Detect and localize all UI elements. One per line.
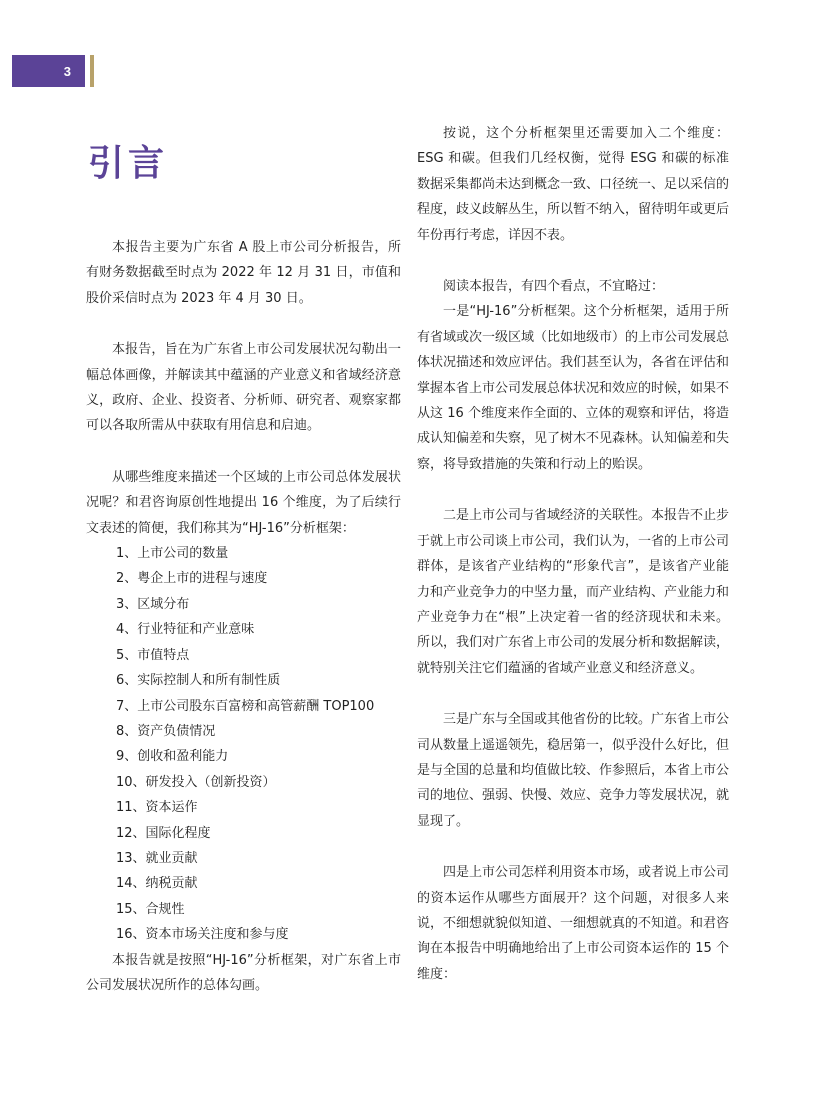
dimension-item: 9、创收和盈利能力 bbox=[116, 749, 229, 765]
intro-paragraph-4: 本报告就是按照“HJ-16”分析框架，对广东省上市公司发展状况所作的总体勾画。 bbox=[86, 952, 401, 993]
right-column bbox=[417, 121, 729, 987]
dimension-item: 7、上市公司股东百富榜和高管薪酬 TOP100 bbox=[116, 698, 375, 714]
left-column bbox=[86, 235, 401, 998]
body-paragraph-highlight-2: 二是上市公司与省域经济的关联性。本报告不止步于就上市公司谈上市公司，我们认为，一省的上市公司群体，是该省产业结构的“形象代言”，是该省产业能力和产业竞争力的中坚力量，而产业结构、产业能力和产业竞争力在“根”上决定着一省的经济现状和未来。所以，我们对广东省上市公司的发展分析和数据解读，就特别关注它们蕴涵的省域产业意义和经济意义。 bbox=[417, 508, 730, 676]
dimension-item: 12、国际化程度 bbox=[116, 825, 211, 841]
body-paragraph-highlight-1: 一是“HJ-16”分析框架。这个分析框架，适用于所有省域或次一级区域（比如地级市）的上市公司发展总体状况描述和效应评估。我们甚至认为，各省在评估和掌握本省上市公司发展总体状况和效应的时候，如果不从这 16 个维度来作全面的、立体的观察和评估，将造成认知偏差和失察，见了树木不见森林。认知偏差和失察，将导致措施的失策和行动上的贻误。 bbox=[417, 304, 730, 472]
intro-paragraph-3: 从哪些维度来描述一个区域的上市公司总体发展状况呢？和君咨询原创性地提出 16 个维度，为了后续行文表述的简便，我们称其为“HJ-16”分析框架： bbox=[86, 469, 401, 536]
dimension-item: 1、上市公司的数量 bbox=[116, 546, 229, 562]
intro-paragraph-2: 本报告，旨在为广东省上市公司发展状况勾勒出一幅总体画像，并解读其中蕴涵的产业意义和省域经济意义，政府、企业、投资者、分析师、研究者、观察家都可以各取所需从中获取有用信息和启迪。 bbox=[86, 342, 401, 434]
body-paragraph-highlight-4: 四是上市公司怎样利用资本市场，或者说上市公司的资本运作从哪些方面展开？这个问题，对很多人来说，不细想就貌似知道、一细想就真的不知道。和君咨询在本报告中明确地给出了上市公司资本运作的 15 个维度： bbox=[417, 865, 730, 982]
section-title: 引言 bbox=[88, 143, 169, 184]
dimension-item: 5、市值特点 bbox=[116, 647, 190, 663]
dimension-item: 2、粤企上市的进程与速度 bbox=[116, 571, 268, 587]
intro-paragraph-1: 本报告主要为广东省 A 股上市公司分析报告，所有财务数据截至时点为 2022 年 12 月 31 日，市值和股价采信时点为 2023 年 4 月 30 日。 bbox=[86, 240, 401, 306]
dimension-item: 8、资产负债情况 bbox=[116, 723, 216, 739]
dimension-item: 14、纳税贡献 bbox=[116, 876, 198, 892]
dimension-item: 3、区域分布 bbox=[116, 596, 190, 612]
dimension-list bbox=[86, 541, 401, 948]
dimension-item: 6、实际控制人和所有制性质 bbox=[116, 673, 281, 689]
page-number: 3 bbox=[63, 63, 71, 79]
dimension-item: 11、资本运作 bbox=[116, 800, 198, 816]
body-paragraph-highlight-3: 三是广东与全国或其他省份的比较。广东省上市公司从数量上遥遥领先，稳居第一，似乎没什么好比，但是与全国的总量和均值做比较、作参照后，本省上市公司的地位、强弱、快慢、效应、竞争力等发展状况，就显现了。 bbox=[417, 712, 730, 829]
body-paragraph-esg: 按说，这个分析框架里还需要加入二个维度：ESG 和碳。但我们几经权衡，觉得 ESG 和碳的标准数据采集都尚未达到概念一致、口径统一、足以采信的程度，歧义歧解丛生，所以暂不纳入，留待明年或更后年份再行考虑，详因不表。 bbox=[417, 126, 730, 243]
dimension-item: 15、合规性 bbox=[116, 901, 185, 917]
dimension-item: 13、就业贡献 bbox=[116, 850, 198, 866]
dimension-item: 4、行业特征和产业意味 bbox=[116, 622, 255, 638]
body-paragraph-highlights-intro: 阅读本报告，有四个看点，不宜略过： bbox=[443, 279, 665, 295]
page-tab-accent-bar bbox=[90, 55, 94, 87]
dimension-item: 16、资本市场关注度和参与度 bbox=[116, 927, 289, 943]
page-number-tab bbox=[12, 55, 85, 87]
dimension-item: 10、研发投入（创新投资） bbox=[116, 774, 276, 790]
